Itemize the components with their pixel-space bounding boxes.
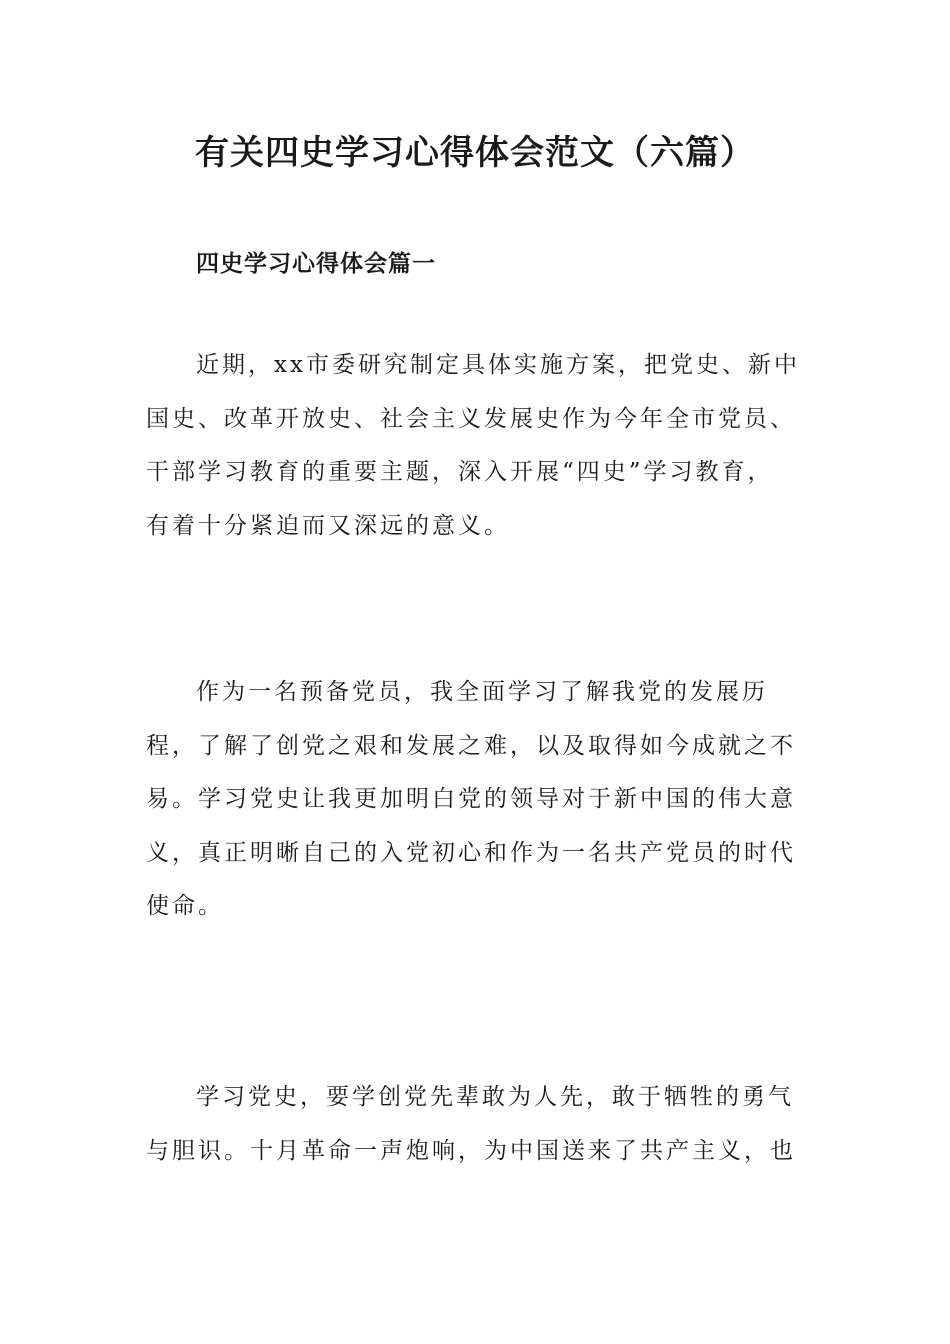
paragraph-line: 义，真正明晰自己的入党初心和作为一名共产党员的时代 <box>146 839 796 866</box>
paragraph-line: 国史、改革开放史、社会主义发展史作为今年全市党员、 <box>146 405 796 432</box>
paragraph-line: 作为一名预备党员，我全面学习了解我党的发展历 <box>196 679 768 705</box>
document-title: 有关四史学习心得体会范文（六篇） <box>195 133 755 173</box>
section-heading: 四史学习心得体会篇一 <box>196 251 436 277</box>
paragraph-3 <box>146 1071 796 1178</box>
paragraph-line: 使命。 <box>146 893 224 919</box>
paragraph-line: 学习党史，要学创党先辈敢为人先，敢于牺牲的勇气 <box>196 1084 794 1110</box>
paragraph-line: 干部学习教育的重要主题，深入开展“四史”学习教育， <box>146 459 774 485</box>
paragraph-line: 有着十分紧迫而又深远的意义。 <box>146 512 510 539</box>
paragraph-1 <box>146 339 800 553</box>
paragraph-line: 近期，xx市委研究制定具体实施方案，把党史、新中 <box>196 352 800 378</box>
paragraph-2 <box>146 666 796 934</box>
paragraph-line: 易。学习党史让我更加明白党的领导对于新中国的伟大意 <box>146 786 796 812</box>
paragraph-line: 与胆识。十月革命一声炮响，为中国送来了共产主义，也 <box>146 1137 796 1164</box>
paragraph-line: 程，了解了创党之艰和发展之难，以及取得如今成就之不 <box>146 732 796 759</box>
